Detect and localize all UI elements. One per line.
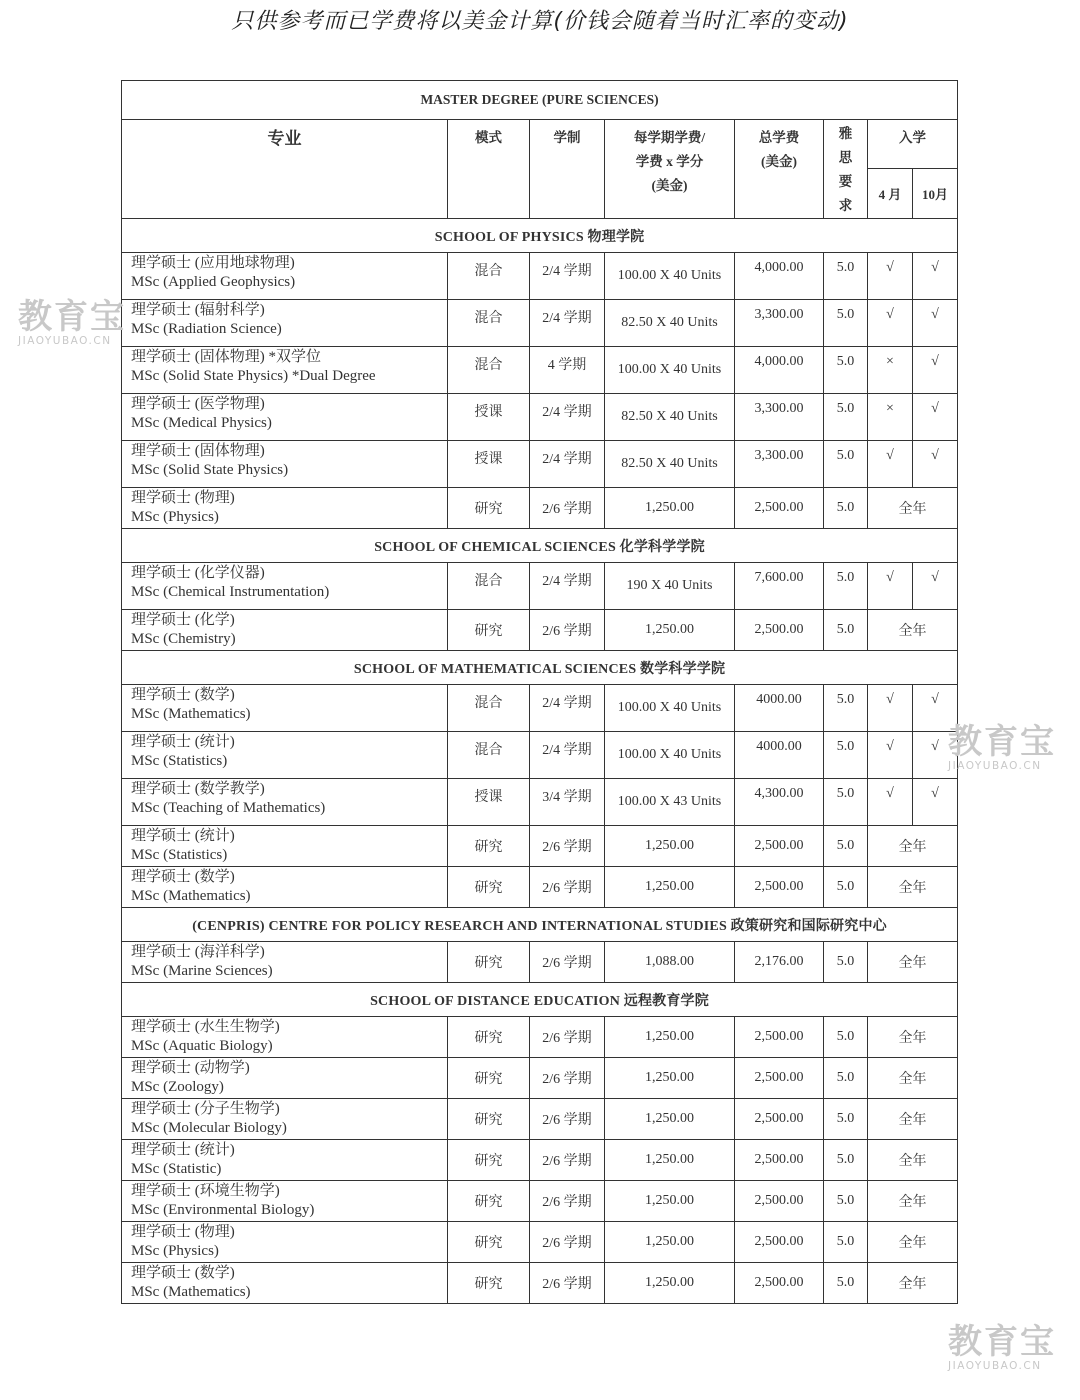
fee-cell: 100.00 X 40 Units (605, 347, 735, 394)
ielts-cell: 5.0 (824, 253, 868, 300)
programme-name-zh: 理学硕士 (数学) (131, 1265, 235, 1281)
watermark-right (948, 722, 1056, 772)
total-fee-cell: 2,500.00 (735, 1017, 824, 1058)
section-title: SCHOOL OF PHYSICS 物理学院 (122, 219, 958, 253)
mode-cell: 混合 (448, 563, 530, 610)
intake-all-year-cell: 全年 (868, 942, 958, 983)
intake-all-year-cell: 全年 (868, 1263, 958, 1304)
duration-cell: 2/4 学期 (530, 563, 605, 610)
intake-october-mark: √ (913, 441, 958, 488)
programme-cell (122, 732, 448, 779)
watermark-left (18, 297, 126, 347)
intake-april-mark: √ (868, 732, 913, 779)
ielts-cell: 5.0 (824, 610, 868, 651)
programme-name-en: MSc (Physics) (131, 1243, 219, 1259)
programme-cell (122, 488, 448, 529)
programme-name-zh: 理学硕士 (数学) (131, 869, 235, 885)
programme-cell (122, 347, 448, 394)
programme-cell (122, 685, 448, 732)
mode-cell: 混合 (448, 685, 530, 732)
ielts-cell: 5.0 (824, 563, 868, 610)
mode-cell: 授课 (448, 394, 530, 441)
programme-name-en: MSc (Molecular Biology) (131, 1120, 287, 1136)
header-intake: 入学 (868, 120, 958, 169)
header-total-line1: 总学费 (758, 130, 800, 145)
mode-cell: 混合 (448, 347, 530, 394)
mode-cell: 研究 (448, 1017, 530, 1058)
table-row (122, 867, 958, 908)
watermark-domain: JIAOYUBAO.CN (18, 335, 112, 347)
duration-cell: 2/4 学期 (530, 300, 605, 347)
watermark-brand: 教育宝 (948, 722, 1056, 762)
mode-cell: 研究 (448, 942, 530, 983)
section-title: (CENPRIS) CENTRE FOR POLICY RESEARCH AND INTERNATIONAL STUDIES 政策研究和国际研究中心 (122, 908, 958, 942)
intake-october-mark: √ (913, 253, 958, 300)
intake-october-mark: √ (913, 300, 958, 347)
programme-name-zh: 理学硕士 (医学物理) (131, 396, 265, 412)
ielts-cell: 5.0 (824, 867, 868, 908)
ielts-cell: 5.0 (824, 779, 868, 826)
mode-cell: 混合 (448, 253, 530, 300)
programme-cell (122, 563, 448, 610)
ielts-cell: 5.0 (824, 394, 868, 441)
programme-name-en: MSc (Medical Physics) (131, 415, 272, 431)
fee-cell: 1,250.00 (605, 1181, 735, 1222)
header-fee (605, 120, 735, 219)
intake-october-mark: √ (913, 347, 958, 394)
fee-cell: 1,088.00 (605, 942, 735, 983)
fee-table (121, 80, 958, 1304)
duration-cell: 2/6 学期 (530, 1222, 605, 1263)
programme-name-en: MSc (Radiation Science) (131, 321, 282, 337)
total-fee-cell: 2,500.00 (735, 1099, 824, 1140)
table-row (122, 1140, 958, 1181)
programme-name-en: MSc (Solid State Physics) *Dual Degree (131, 368, 376, 384)
table-row (122, 942, 958, 983)
programme-name-en: MSc (Teaching of Mathematics) (131, 800, 326, 816)
intake-all-year-cell: 全年 (868, 1181, 958, 1222)
intake-april-mark: × (868, 394, 913, 441)
duration-cell: 2/6 学期 (530, 610, 605, 651)
programme-name-en: MSc (Applied Geophysics) (131, 274, 296, 290)
programme-name-en: MSc (Mathematics) (131, 706, 251, 722)
total-fee-cell: 4000.00 (735, 732, 824, 779)
header-programme: 专业 (122, 120, 448, 219)
header-april: 4 月 (868, 168, 913, 218)
intake-april-mark: √ (868, 563, 913, 610)
intake-october-mark: √ (913, 732, 958, 779)
total-fee-cell: 2,500.00 (735, 488, 824, 529)
programme-name-en: MSc (Physics) (131, 509, 219, 525)
programme-cell (122, 1017, 448, 1058)
fee-cell: 1,250.00 (605, 1058, 735, 1099)
watermark-bottom (948, 1322, 1056, 1372)
total-fee-cell: 2,500.00 (735, 1181, 824, 1222)
intake-all-year-cell: 全年 (868, 1017, 958, 1058)
programme-name-zh: 理学硕士 (数学教学) (131, 781, 265, 797)
intake-all-year-cell: 全年 (868, 610, 958, 651)
fee-cell: 82.50 X 40 Units (605, 394, 735, 441)
section-title: SCHOOL OF MATHEMATICAL SCIENCES 数学科学学院 (122, 651, 958, 685)
intake-october-mark: √ (913, 563, 958, 610)
programme-name-en: MSc (Mathematics) (131, 1284, 251, 1300)
total-fee-cell: 7,600.00 (735, 563, 824, 610)
intake-all-year-cell: 全年 (868, 1058, 958, 1099)
fee-cell: 100.00 X 40 Units (605, 685, 735, 732)
duration-cell: 2/4 学期 (530, 441, 605, 488)
table-row (122, 347, 958, 394)
duration-cell: 2/6 学期 (530, 1140, 605, 1181)
ielts-cell: 5.0 (824, 347, 868, 394)
header-duration: 学制 (530, 120, 605, 219)
programme-cell (122, 610, 448, 651)
intake-april-mark: √ (868, 441, 913, 488)
table-row (122, 1222, 958, 1263)
intake-april-mark: √ (868, 300, 913, 347)
intake-all-year-cell: 全年 (868, 1222, 958, 1263)
programme-name-zh: 理学硕士 (物理) (131, 490, 235, 506)
intake-all-year-cell: 全年 (868, 1099, 958, 1140)
mode-cell: 研究 (448, 1181, 530, 1222)
header-ielts-char: 思 (838, 150, 853, 165)
programme-name-zh: 理学硕士 (辐射科学) (131, 302, 265, 318)
intake-october-mark: √ (913, 394, 958, 441)
programme-cell (122, 1263, 448, 1304)
mode-cell: 研究 (448, 1058, 530, 1099)
fee-cell: 1,250.00 (605, 1099, 735, 1140)
total-fee-cell: 2,500.00 (735, 826, 824, 867)
ielts-cell: 5.0 (824, 1099, 868, 1140)
programme-name-en: MSc (Chemical Instrumentation) (131, 584, 330, 600)
ielts-cell: 5.0 (824, 685, 868, 732)
table-row (122, 1263, 958, 1304)
table-row (122, 826, 958, 867)
table-row (122, 563, 958, 610)
fee-cell: 82.50 X 40 Units (605, 300, 735, 347)
mode-cell: 研究 (448, 1140, 530, 1181)
section-header-row (122, 983, 958, 1017)
duration-cell: 2/4 学期 (530, 394, 605, 441)
programme-name-en: MSc (Solid State Physics) (131, 462, 289, 478)
duration-cell: 2/6 学期 (530, 1058, 605, 1099)
programme-cell (122, 826, 448, 867)
duration-cell: 2/6 学期 (530, 867, 605, 908)
ielts-cell: 5.0 (824, 1263, 868, 1304)
table-row (122, 1099, 958, 1140)
table-title: MASTER DEGREE (PURE SCIENCES) (122, 81, 958, 120)
mode-cell: 授课 (448, 779, 530, 826)
duration-cell: 2/4 学期 (530, 253, 605, 300)
table-row (122, 441, 958, 488)
header-fee-line3: (美金) (651, 178, 688, 193)
duration-cell: 2/6 学期 (530, 942, 605, 983)
table-row (122, 779, 958, 826)
programme-cell (122, 867, 448, 908)
table-row (122, 1181, 958, 1222)
fee-cell: 100.00 X 43 Units (605, 779, 735, 826)
intake-april-mark: √ (868, 779, 913, 826)
intake-all-year-cell: 全年 (868, 867, 958, 908)
total-fee-cell: 2,500.00 (735, 610, 824, 651)
header-mode: 模式 (448, 120, 530, 219)
page-title: 只供参考而已学费将以美金计算(价钱会随着当时汇率的变动) (231, 9, 849, 34)
duration-cell: 2/4 学期 (530, 685, 605, 732)
total-fee-cell: 2,500.00 (735, 1140, 824, 1181)
duration-cell: 2/6 学期 (530, 1099, 605, 1140)
table-row (122, 1017, 958, 1058)
programme-name-zh: 理学硕士 (化学仪器) (131, 565, 265, 581)
programme-name-zh: 理学硕士 (化学) (131, 612, 235, 628)
section-header-row (122, 908, 958, 942)
intake-april-mark: √ (868, 685, 913, 732)
intake-all-year-cell: 全年 (868, 488, 958, 529)
header-total-line2: (美金) (761, 154, 797, 169)
header-october: 10月 (913, 168, 958, 218)
duration-cell: 2/6 学期 (530, 488, 605, 529)
table-row (122, 394, 958, 441)
ielts-cell: 5.0 (824, 1181, 868, 1222)
header-total (735, 120, 824, 219)
programme-cell (122, 441, 448, 488)
programme-name-zh: 理学硕士 (动物学) (131, 1060, 250, 1076)
programme-name-zh: 理学硕士 (水生生物学) (131, 1019, 280, 1035)
section-title: SCHOOL OF CHEMICAL SCIENCES 化学科学学院 (122, 529, 958, 563)
programme-cell (122, 300, 448, 347)
programme-cell (122, 1222, 448, 1263)
programme-cell (122, 1058, 448, 1099)
mode-cell: 研究 (448, 488, 530, 529)
programme-cell (122, 779, 448, 826)
fee-cell: 1,250.00 (605, 488, 735, 529)
intake-all-year-cell: 全年 (868, 826, 958, 867)
total-fee-cell: 3,300.00 (735, 300, 824, 347)
mode-cell: 混合 (448, 300, 530, 347)
programme-cell (122, 253, 448, 300)
intake-april-mark: × (868, 347, 913, 394)
duration-cell: 2/6 学期 (530, 1263, 605, 1304)
total-fee-cell: 4,300.00 (735, 779, 824, 826)
programme-name-en: MSc (Environmental Biology) (131, 1202, 315, 1218)
programme-name-en: MSc (Zoology) (131, 1079, 224, 1095)
programme-name-en: MSc (Marine Sciences) (131, 963, 273, 979)
header-ielts (824, 120, 868, 219)
ielts-cell: 5.0 (824, 942, 868, 983)
fee-cell: 1,250.00 (605, 1140, 735, 1181)
ielts-cell: 5.0 (824, 732, 868, 779)
header-ielts-char: 求 (838, 198, 853, 213)
duration-cell: 3/4 学期 (530, 779, 605, 826)
programme-name-en: MSc (Aquatic Biology) (131, 1038, 273, 1054)
mode-cell: 研究 (448, 826, 530, 867)
programme-cell (122, 942, 448, 983)
programme-name-zh: 理学硕士 (统计) (131, 734, 235, 750)
watermark-brand: 教育宝 (948, 1322, 1056, 1362)
section-title: SCHOOL OF DISTANCE EDUCATION 远程教育学院 (122, 983, 958, 1017)
header-fee-line2: 学费 x 学分 (635, 154, 704, 169)
programme-name-en: MSc (Mathematics) (131, 888, 251, 904)
ielts-cell: 5.0 (824, 488, 868, 529)
fee-cell: 1,250.00 (605, 1017, 735, 1058)
total-fee-cell: 2,500.00 (735, 1222, 824, 1263)
total-fee-cell: 4,000.00 (735, 253, 824, 300)
fee-cell: 82.50 X 40 Units (605, 441, 735, 488)
watermark-domain: JIAOYUBAO.CN (948, 760, 1042, 772)
duration-cell: 2/6 学期 (530, 1181, 605, 1222)
ielts-cell: 5.0 (824, 300, 868, 347)
ielts-cell: 5.0 (824, 1017, 868, 1058)
table-row (122, 488, 958, 529)
fee-cell: 100.00 X 40 Units (605, 253, 735, 300)
ielts-cell: 5.0 (824, 1058, 868, 1099)
total-fee-cell: 2,500.00 (735, 1263, 824, 1304)
mode-cell: 研究 (448, 867, 530, 908)
table-row (122, 610, 958, 651)
ielts-cell: 5.0 (824, 441, 868, 488)
programme-name-zh: 理学硕士 (分子生物学) (131, 1101, 280, 1117)
fee-cell: 1,250.00 (605, 867, 735, 908)
table-row (122, 732, 958, 779)
programme-cell (122, 1181, 448, 1222)
programme-name-zh: 理学硕士 (数学) (131, 687, 235, 703)
section-header-row (122, 651, 958, 685)
total-fee-cell: 4000.00 (735, 685, 824, 732)
total-fee-cell: 2,500.00 (735, 1058, 824, 1099)
programme-name-zh: 理学硕士 (环境生物学) (131, 1183, 280, 1199)
total-fee-cell: 3,300.00 (735, 441, 824, 488)
programme-name-en: MSc (Chemistry) (131, 631, 236, 647)
fee-cell: 1,250.00 (605, 826, 735, 867)
header-ielts-char: 要 (838, 174, 853, 189)
mode-cell: 研究 (448, 1099, 530, 1140)
programme-name-en: MSc (Statistic) (131, 1161, 222, 1177)
table-row (122, 300, 958, 347)
ielts-cell: 5.0 (824, 1222, 868, 1263)
mode-cell: 研究 (448, 1263, 530, 1304)
duration-cell: 4 学期 (530, 347, 605, 394)
duration-cell: 2/4 学期 (530, 732, 605, 779)
watermark-domain: JIAOYUBAO.CN (948, 1360, 1042, 1372)
section-header-row (122, 219, 958, 253)
mode-cell: 研究 (448, 610, 530, 651)
total-fee-cell: 2,500.00 (735, 867, 824, 908)
intake-october-mark: √ (913, 779, 958, 826)
programme-name-zh: 理学硕士 (统计) (131, 828, 235, 844)
programme-name-en: MSc (Statistics) (131, 847, 228, 863)
duration-cell: 2/6 学期 (530, 1017, 605, 1058)
total-fee-cell: 4,000.00 (735, 347, 824, 394)
fee-cell: 1,250.00 (605, 1263, 735, 1304)
table-row (122, 253, 958, 300)
programme-name-zh: 理学硕士 (物理) (131, 1224, 235, 1240)
fee-cell: 190 X 40 Units (605, 563, 735, 610)
table-row (122, 1058, 958, 1099)
ielts-cell: 5.0 (824, 1140, 868, 1181)
programme-cell (122, 394, 448, 441)
programme-name-zh: 理学硕士 (固体物理) *双学位 (131, 349, 321, 365)
programme-name-en: MSc (Statistics) (131, 753, 228, 769)
fee-cell: 1,250.00 (605, 610, 735, 651)
fee-cell: 100.00 X 40 Units (605, 732, 735, 779)
programme-cell (122, 1140, 448, 1181)
duration-cell: 2/6 学期 (530, 826, 605, 867)
watermark-brand: 教育宝 (18, 297, 126, 337)
mode-cell: 混合 (448, 732, 530, 779)
total-fee-cell: 3,300.00 (735, 394, 824, 441)
header-ielts-char: 雅 (838, 126, 853, 141)
intake-all-year-cell: 全年 (868, 1140, 958, 1181)
programme-name-zh: 理学硕士 (统计) (131, 1142, 235, 1158)
ielts-cell: 5.0 (824, 826, 868, 867)
intake-april-mark: √ (868, 253, 913, 300)
total-fee-cell: 2,176.00 (735, 942, 824, 983)
programme-name-zh: 理学硕士 (海洋科学) (131, 944, 265, 960)
programme-name-zh: 理学硕士 (应用地球物理) (131, 255, 295, 271)
mode-cell: 授课 (448, 441, 530, 488)
mode-cell: 研究 (448, 1222, 530, 1263)
section-header-row (122, 529, 958, 563)
programme-cell (122, 1099, 448, 1140)
programme-name-zh: 理学硕士 (固体物理) (131, 443, 265, 459)
header-fee-line1: 每学期学费/ (633, 130, 706, 145)
fee-cell: 1,250.00 (605, 1222, 735, 1263)
intake-october-mark: √ (913, 685, 958, 732)
table-row (122, 685, 958, 732)
